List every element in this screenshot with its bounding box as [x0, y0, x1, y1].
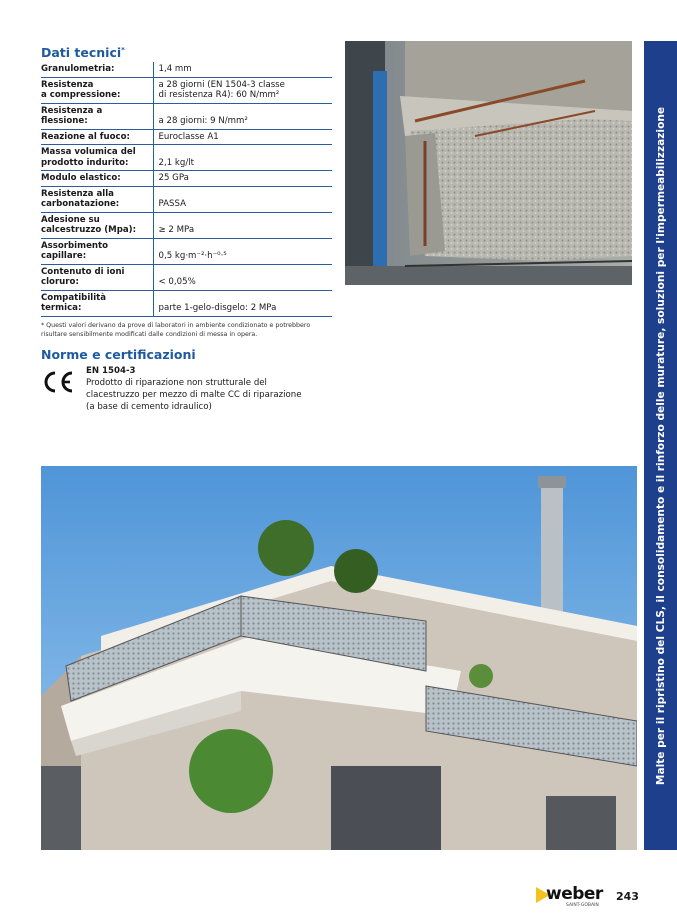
spec-key: Massa volumica del prodotto indurito: — [41, 145, 153, 171]
logo-word: weber — [546, 884, 603, 904]
cert-line: (a base di cemento idraulico) — [86, 402, 212, 412]
spec-value: 1,4 mm — [153, 62, 332, 77]
section-title-tech: Dati tecnici* — [41, 45, 125, 60]
tech-footnote: * Questi valori derivano da prove di laboratori in ambiente condizionato e potrebbero risultare sensibilmente modificati dalle condizioni di messa in opera. — [41, 322, 311, 338]
spec-row — [41, 186, 332, 212]
spec-value: PASSA — [153, 186, 332, 212]
spec-key: Modulo elastico: — [41, 171, 153, 187]
tech-spec-table — [41, 62, 332, 317]
spec-key: Resistenza a flessione: — [41, 103, 153, 129]
spec-value: a 28 giorni: 9 N/mm² — [153, 103, 332, 129]
spec-value: < 0,05% — [153, 264, 332, 290]
side-banner — [644, 41, 677, 850]
spec-key: Resistenza a compressione: — [41, 77, 153, 103]
cert-code: EN 1504-3 — [86, 366, 136, 376]
spec-row — [41, 171, 332, 187]
spec-key: Adesione su calcestruzzo (Mpa): — [41, 212, 153, 238]
weber-logo — [536, 884, 606, 910]
spec-value: Euroclasse A1 — [153, 129, 332, 145]
photo-concrete-repair — [345, 41, 632, 285]
cert-line: clacestruzzo per mezzo di malte CC di riparazione — [86, 390, 302, 400]
spec-row — [41, 238, 332, 264]
spec-row — [41, 212, 332, 238]
certification-text — [86, 365, 336, 413]
ce-mark-icon — [41, 370, 75, 394]
spec-value: 25 GPa — [153, 171, 332, 187]
spec-value: parte 1-gelo-disgelo: 2 MPa — [153, 290, 332, 316]
spec-row — [41, 129, 332, 145]
spec-key: Reazione al fuoco: — [41, 129, 153, 145]
spec-key: Granulometria: — [41, 62, 153, 77]
spec-row — [41, 290, 332, 316]
photo-building-balconies — [41, 466, 637, 850]
spec-value: 0,5 kg·m⁻²·h⁻⁰·⁵ — [153, 238, 332, 264]
logo-sub: SAINT-GOBAIN — [566, 903, 599, 908]
spec-row — [41, 103, 332, 129]
spec-value: ≥ 2 MPa — [153, 212, 332, 238]
side-banner-text: Malte per il ripristino del CLS, il consolidamento e il rinforzo delle murature, soluzioni per l'impermeabilizzazione — [654, 106, 667, 785]
spec-key: Contenuto di ioni cloruro: — [41, 264, 153, 290]
spec-value: a 28 giorni (EN 1504-3 classe di resistenza R4): 60 N/mm² — [153, 77, 332, 103]
spec-key: Assorbimento capillare: — [41, 238, 153, 264]
cert-line: Prodotto di riparazione non strutturale del — [86, 378, 267, 388]
spec-row — [41, 145, 332, 171]
spec-row — [41, 62, 332, 77]
spec-row — [41, 77, 332, 103]
spec-key: Resistenza alla carbonatazione: — [41, 186, 153, 212]
section-title-norms: Norme e certificazioni — [41, 347, 196, 362]
page-number: 243 — [616, 890, 639, 903]
spec-key: Compatibilità termica: — [41, 290, 153, 316]
spec-row — [41, 264, 332, 290]
spec-value: 2,1 kg/lt — [153, 145, 332, 171]
